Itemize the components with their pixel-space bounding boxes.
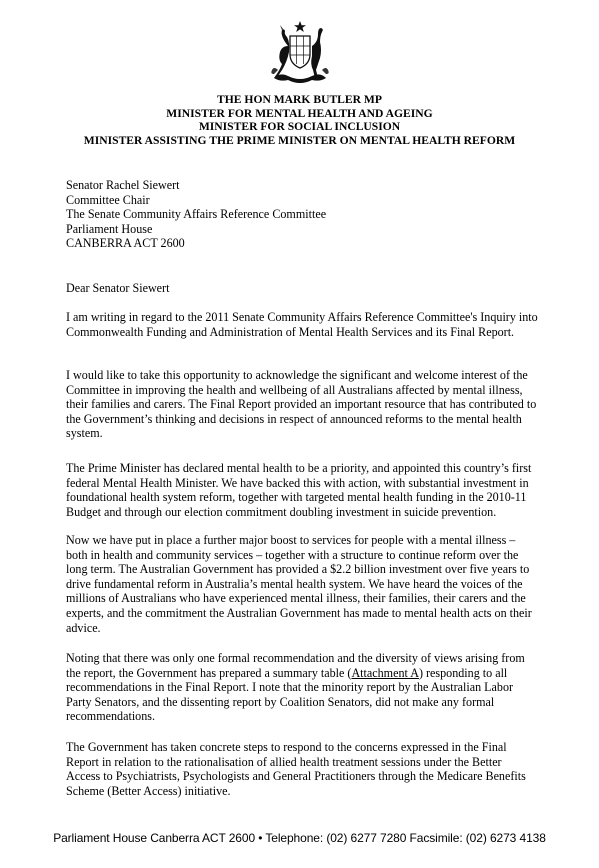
paragraph bbox=[66, 310, 538, 339]
recipient-name: Senator Rachel Siewert bbox=[66, 178, 180, 192]
recipient-role: Committee Chair bbox=[66, 192, 150, 207]
paragraph-text: The Prime Minister has declared mental health to be a priority, and appointed this country’s first federal Mental Health Minister. We have backed this with action, with substantial investment in foundational health system reform, together with targeted mental health funding in the 2010-11 Budget and through our election commitment doubling investment in suicide prevention. bbox=[66, 461, 532, 519]
paragraph bbox=[66, 461, 538, 519]
minister-title-mental-health-ageing: MINISTER FOR MENTAL HEALTH AND AGEING bbox=[166, 106, 433, 120]
minister-title-assisting-pm: MINISTER ASSISTING THE PRIME MINISTER ON MENTAL HEALTH REFORM bbox=[83, 133, 516, 147]
paragraph bbox=[66, 533, 538, 635]
paragraph-text-part: Noting that there was only one formal recommendation and the diversity of views arising from the report, the Government has prepared a summary table ( bbox=[66, 651, 525, 680]
recipient-address bbox=[66, 178, 538, 251]
paragraph-text: I would like to take this opportunity to acknowledge the significant and welcome interest of the Committee in improving the health and wellbeing of all Australians affected by mental illness, their families and carers. The Final Report provided an important resource that has contributed to the Government’s thinking and decisions in respect of announced reforms to the mental health system. bbox=[66, 368, 537, 441]
attachment-a-link[interactable]: Attachment A bbox=[351, 665, 419, 680]
paragraph-text: Now we have put in place a further major boost to services for people with a mental illness – both in health and community services – together with a structure to continue reform over the long term. The Australian Government has provided a $2.2 billion investment over five years to drive fundamental reform in Australia’s mental health system. We have heard the voices of the millions of Australians who have experienced mental illness, their families, their carers and the experts, and the commitment the Australian Government has made to mental health acts on their advice. bbox=[66, 533, 532, 635]
paragraph bbox=[66, 740, 538, 798]
salutation: Dear Senator Siewert bbox=[66, 281, 170, 295]
coat-of-arms-icon bbox=[260, 20, 340, 86]
minister-title-social-inclusion: MINISTER FOR SOCIAL INCLUSION bbox=[198, 120, 401, 134]
paragraph-text: The Government has taken concrete steps to respond to the concerns expressed in the Final Report in relation to the rationalisation of allied health treatment sessions under the Better Access to Psychiatrists, Psychologists and General Practitioners through the Medicare Benefits Scheme (Better Access) initiative. bbox=[66, 740, 526, 798]
recipient-committee: The Senate Community Affairs Reference Committee bbox=[66, 207, 327, 222]
paragraph-text: I am writing in regard to the 2011 Senate Community Affairs Reference Committee's Inquiry into Commonwealth Funding and Administration of Mental Health Services and its Final Report. bbox=[66, 310, 538, 339]
letterhead bbox=[0, 93, 599, 147]
paragraph bbox=[66, 651, 538, 724]
minister-name: THE HON MARK BUTLER MP bbox=[217, 93, 382, 106]
paragraph-text bbox=[66, 651, 538, 724]
footer-contact: Parliament House Canberra ACT 2600 • Telephone: (02) 6277 7280 Facsimile: (02) 6273 4138 bbox=[53, 831, 546, 845]
paragraph-text-part: ) responding to all recommendations in the Final Report. I note that the minority report by the Australian Labor Party Senators, and the dissenting report by Coalition Senators, did not make any formal recommendations. bbox=[66, 665, 514, 724]
paragraph bbox=[66, 368, 538, 441]
recipient-city: CANBERRA ACT 2600 bbox=[66, 236, 185, 251]
recipient-building: Parliament House bbox=[66, 221, 153, 236]
